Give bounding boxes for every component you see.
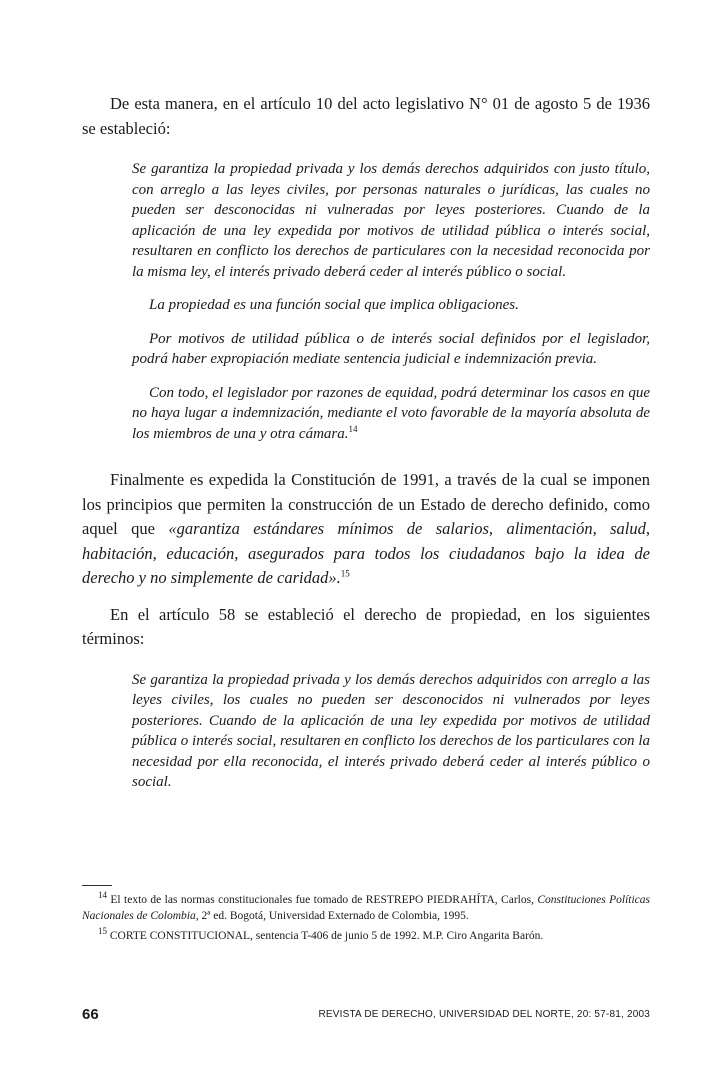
footnote-14-number: 14 xyxy=(98,890,107,901)
body-paragraph-2-quote: «garantiza estándares mínimos de salarios, alimentación, salud, habitación, educación, asegurados para todos los ciudadanos bajo la idea de derecho y no simplemente de caridad». xyxy=(82,519,650,587)
quote-paragraph-2: La propiedad es una función social que implica obligaciones. xyxy=(149,297,519,313)
page-number: 66 xyxy=(82,1006,99,1023)
footnote-14-rest: , 2ª ed. Bogotá, Universidad Externado de Colombia, 1995. xyxy=(195,910,469,922)
footnote-15-text: CORTE CONSTITUCIONAL, sentencia T-406 de junio 5 de 1992. M.P. Ciro Angarita Barón. xyxy=(109,930,544,942)
block-quote-article-58 xyxy=(132,670,650,793)
body-paragraph-1-text: De esta manera, en el artículo 10 del acto legislativo N° 01 de agosto 5 de 1936 se estableció: xyxy=(82,94,650,138)
body-paragraph-2 xyxy=(82,468,650,591)
footnote-15 xyxy=(82,928,650,944)
footnote-14 xyxy=(82,892,650,924)
page-body xyxy=(82,92,650,806)
footnotes xyxy=(82,885,650,948)
footnote-14-text: El texto de las normas constitucionales fue tomado de RESTREPO PIEDRAHÍTA, Carlos, xyxy=(110,894,538,906)
running-footer: REVISTA DE DERECHO, UNIVERSIDAD DEL NORTE, 20: 57-81, 2003 xyxy=(318,1009,650,1020)
quote-paragraph-1: Se garantiza la propiedad privada y los demás derechos adquiridos con justo título, con arreglo a las leyes civiles, por personas naturales o jurídicas, las cuales no pueden ser desconocidas ni vulneradas por leyes posteriores. Cuando de la aplicación de una ley expedida por motivos de utilidad pública o interés social, resultaren en conflicto los derechos de particulares con la necesidad reconocida por la misma ley, el interés privado deberá ceder al interés público o social. xyxy=(132,161,650,280)
body-paragraph-1 xyxy=(82,92,650,141)
body-paragraph-3-text: En el artículo 58 se estableció el derecho de propiedad, en los siguientes términos: xyxy=(82,604,650,648)
footnote-ref-15: 15 xyxy=(340,568,350,579)
body-paragraph-2-text: Finalmente es expedida la Constitución de 1991, a través de la cual se imponen los principios que permiten la construcción de un Estado de derecho definido, como aquel que xyxy=(82,470,650,538)
body-paragraph-3 xyxy=(82,603,650,652)
footnote-14-title: Constituciones Políticas Nacionales de Colombia xyxy=(82,894,651,922)
quote-paragraph-4 xyxy=(132,383,650,445)
footnote-ref-14: 14 xyxy=(348,423,358,434)
page-footer xyxy=(82,1006,650,1026)
quote-article-58-text: Se garantiza la propiedad privada y los demás derechos adquiridos con arreglo a las leyes civiles, los cuales no pueden ser desconocidos ni vulnerados por leyes posteriores. Cuando de la aplicación de una ley expedida por motivos de utilidad pública o interés social, resultaren en conflicto los derechos de los particulares con la necesidad por ella reconocida, el interés privado deberá ceder al interés público o social. xyxy=(132,671,650,790)
quote-paragraph-4-text: Con todo, el legislador por razones de equidad, podrá determinar los casos en que no haya lugar a indemnización, mediante el voto favorable de la mayoría absoluta de los miembros de una y otra cámara. xyxy=(132,384,650,442)
footnote-divider xyxy=(82,885,112,886)
footnote-15-number: 15 xyxy=(98,926,107,937)
block-quote-article-10 xyxy=(132,159,650,444)
quote-paragraph-3: Por motivos de utilidad pública o de interés social definidos por el legislador, podrá haber expropiación mediate sentencia judicial e indemnización previa. xyxy=(132,330,650,367)
